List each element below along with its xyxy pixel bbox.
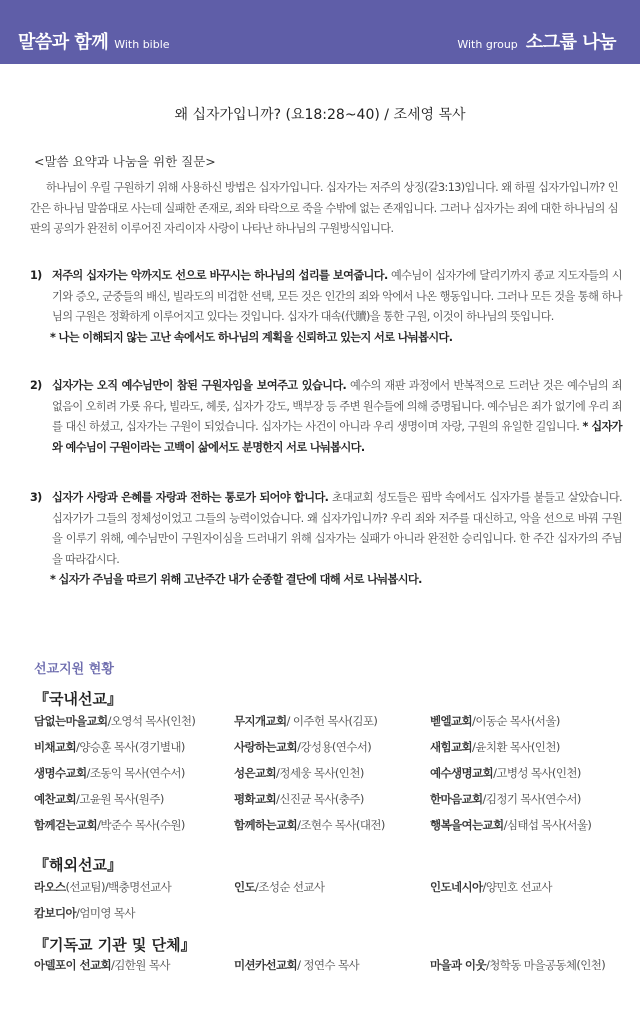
mission-entry-name: 함께걷는교회	[34, 818, 98, 832]
mission-entry	[234, 734, 430, 760]
mission-entry-name: 새힘교회	[430, 740, 473, 754]
point-note: * 십자가 주님을 따르기 위해 고난주간 내가 순종할 결단에 대해 서로 나눠봅시다.	[50, 573, 422, 586]
sermon-point-1	[30, 266, 622, 348]
mission-entry-name: 마을과 이웃	[430, 958, 486, 972]
mission-entry-name: 인도	[234, 880, 256, 894]
page-header	[0, 0, 640, 64]
mission-entry-person: /박준수 목사(수원)	[97, 818, 185, 832]
mission-entry	[430, 734, 624, 760]
sermon-intro: 하나님이 우릴 구원하기 위해 사용하신 방법은 십자가입니다. 십자가는 저주의 상징(갈3:13)입니다. 왜 하필 십자가입니까? 인간은 하나님 말씀대로 사는데 실패한 존재로, 죄와 타락으로 죽을 수밖에 없는 존재입니다. 그러나 십자가는 죄에 대한 하나님의 심판의 공의가 완전히 이루어진 자리이자 사랑이 나타난 하나님의 구원방식입니다.	[30, 181, 618, 235]
mission-entry	[34, 708, 234, 734]
organization-title: 『기독교 기관 및 단체』	[34, 936, 196, 954]
mission-entry	[34, 874, 234, 900]
mission-entry	[34, 812, 234, 838]
mission-entry	[430, 812, 624, 838]
sermon-point-2	[30, 376, 622, 458]
mission-entry-person: (선교팀)/백충명선교사	[65, 880, 172, 894]
point-note: * 십자가와 예수님이 구원이라는 고백이 삶에서도 분명한지 서로 나눠봅시다.	[52, 420, 623, 454]
mission-entry-person: /강성용(연수서)	[297, 740, 372, 754]
point-body: 초대교회 성도들은 핍박 속에서도 십자가를 붙들고 살았습니다. 십자가가 그들의 정체성이었고 그들의 능력이었습니다. 왜 십자가입니까? 우리 죄와 저주를 대신하고, 악을 선으로 바꿔 구원을 이루기 위해, 예수님만이 구원자이심을 드러내기 위해 십자가는 실패가 아니라 완전한 승리입니다. 한 주간 십자가의 주님을 따라갑시다.	[52, 491, 622, 566]
mission-entry-name: 예수생명교회	[430, 766, 494, 780]
mission-entry-person: /엄미영 목사	[76, 906, 135, 920]
mission-entry	[34, 786, 234, 812]
mission-entry	[234, 812, 430, 838]
mission-entry-name: 한마음교회	[430, 792, 483, 806]
mission-entry	[34, 734, 234, 760]
mission-entry	[430, 786, 624, 812]
mission-entry-person: /조성순 선교사	[255, 880, 325, 894]
mission-entry-name: 예찬교회	[34, 792, 77, 806]
mission-entry-name: 아델포이 선교회	[34, 958, 111, 972]
mission-entry-person: /신진균 목사(충주)	[276, 792, 364, 806]
mission-entry-name: 함께하는교회	[234, 818, 298, 832]
mission-entry-person: /양승훈 목사(경기별내)	[76, 740, 185, 754]
mission-entry-person: /고병성 목사(인천)	[493, 766, 581, 780]
header-right	[457, 28, 616, 54]
header-right-subtitle: With group	[457, 38, 518, 51]
mission-entry-person: /조동익 목사(연수서)	[86, 766, 185, 780]
point-number: 3)	[30, 491, 42, 504]
domestic-mission-title: 『국내선교』	[34, 690, 122, 708]
mission-entry	[234, 708, 430, 734]
mission-entry	[34, 952, 234, 978]
domestic-mission-list	[34, 708, 624, 838]
mission-entry-name: 인도네시아	[430, 880, 483, 894]
mission-entry-person: / 이주헌 목사(김포)	[286, 714, 378, 728]
mission-entry-name: 무지개교회	[234, 714, 287, 728]
mission-entry-name: 평화교회	[234, 792, 277, 806]
mission-entry	[34, 760, 234, 786]
mission-entry	[234, 952, 430, 978]
sermon-title: 왜 십자가입니까? (요18:28~40) / 조세영 목사	[174, 107, 466, 123]
overseas-mission-title: 『해외선교』	[34, 856, 122, 874]
questions-heading: <말씀 요약과 나눔을 위한 질문>	[34, 154, 216, 169]
mission-entry	[430, 952, 624, 978]
point-body: 예수님이 십자가에 달리기까지 종교 지도자들의 시기와 증오, 군중들의 배신, 빌라도의 비겁한 선택, 모든 것은 인간의 죄와 악에서 나온 행동입니다. 그러나 모든 것을 통해 하나님의 구원은 정확하게 이루어지고 있다는 것입니다. 십자가 대속(代贖)을 통한 구원, 이것이 하나님의 뜻입니다.	[52, 269, 622, 323]
mission-entry	[234, 874, 430, 900]
header-left-subtitle: With bible	[114, 38, 170, 51]
organization-list	[34, 952, 624, 978]
mission-entry-person: /심태섭 목사(서울)	[503, 818, 592, 832]
mission-entry-person: /오영석 목사(인천)	[107, 714, 196, 728]
point-number: 1)	[30, 269, 42, 282]
mission-entry-person: /김정기 목사(연수서)	[482, 792, 581, 806]
mission-entry-person: /윤치환 목사(인천)	[472, 740, 560, 754]
point-note: * 나는 이해되지 않는 고난 속에서도 하나님의 계획을 신뢰하고 있는지 서로 나눠봅시다.	[50, 330, 453, 344]
mission-entry-name: 캄보디아	[34, 906, 77, 920]
point-lead: 저주의 십자가는 악까지도 선으로 바꾸시는 하나님의 섭리를 보여줍니다.	[52, 269, 388, 282]
mission-entry-name: 담없는마을교회	[34, 714, 108, 728]
mission-entry-person: /양민호 선교사	[482, 880, 552, 894]
header-left-title: 말씀과 함께	[18, 32, 109, 53]
point-lead: 십자가는 오직 예수님만이 참된 구원자임을 보여주고 있습니다.	[52, 379, 347, 392]
overseas-mission-list	[34, 874, 624, 926]
mission-entry-name: 라오스	[34, 880, 66, 894]
mission-entry-name: 성은교회	[234, 766, 277, 780]
mission-entry	[430, 708, 624, 734]
point-body: 예수의 재판 과정에서 반복적으로 드러난 것은 예수님의 죄 없음이 오히려 가룟 유다, 빌라도, 헤롯, 십자가 강도, 백부장 등 주변 원수들에 의해 증명됩니다. 예수님은 죄가 없기에 우리 죄를 대신 하셨고, 십자가는 구원이 되었습니다. 십자가는 사건이 아니라 우리 생명이며 자랑, 구원의 유일한 길입니다.	[52, 379, 623, 433]
header-left	[18, 28, 170, 54]
mission-entry	[430, 760, 624, 786]
mission-entry-name: 행복을여는교회	[430, 818, 504, 832]
mission-entry-person: /청학동 마을공동체(인천)	[485, 958, 606, 972]
mission-entry	[430, 874, 624, 900]
mission-entry-name: 미션카선교회	[234, 958, 298, 972]
point-lead: 십자가 사랑과 은혜를 자랑과 전하는 통로가 되어야 합니다.	[52, 491, 329, 504]
point-number: 2)	[30, 379, 42, 392]
mission-entry-person: /정세웅 목사(인천)	[276, 766, 364, 780]
mission-entry	[234, 786, 430, 812]
mission-entry-person: /이동순 목사(서울)	[472, 714, 560, 728]
mission-entry-name: 벧엘교회	[430, 714, 473, 728]
mission-entry-person: /김한원 목사	[110, 958, 170, 972]
sermon-point-3	[30, 488, 622, 591]
mission-entry-name: 비채교회	[34, 740, 77, 754]
mission-entry-name: 사랑하는교회	[234, 740, 298, 754]
mission-entry-name: 생명수교회	[34, 766, 87, 780]
mission-entry-person: /고윤원 목사(원주)	[76, 792, 164, 806]
mission-entry-person: /조현수 목사(대전)	[297, 818, 385, 832]
header-right-title: 소그룹 나눔	[525, 32, 616, 53]
mission-entry	[234, 760, 430, 786]
mission-entry-person: / 정연수 목사	[297, 958, 359, 972]
mission-heading: 선교지원 현황	[34, 662, 114, 677]
mission-entry	[34, 900, 234, 926]
